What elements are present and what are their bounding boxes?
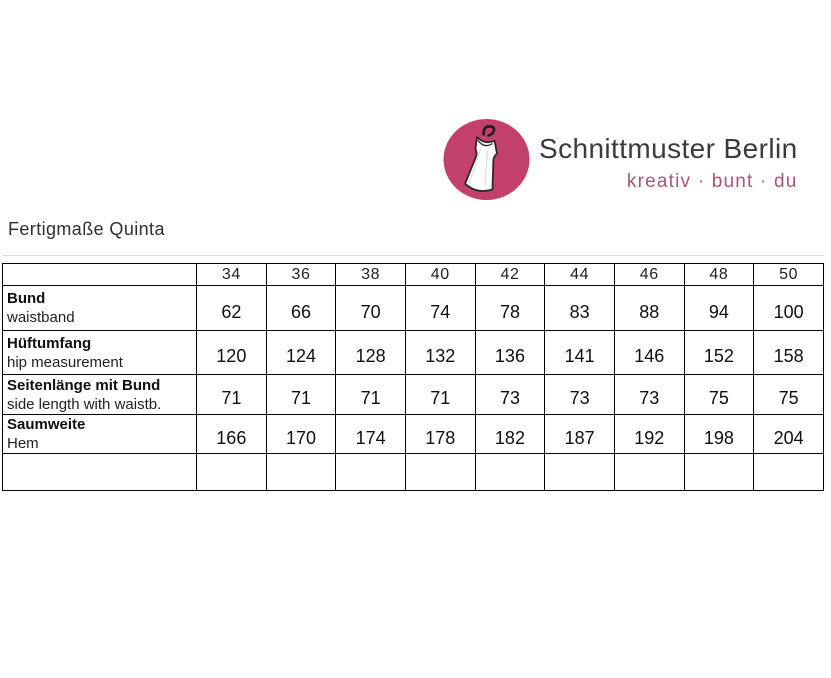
measurements-table [2, 263, 824, 491]
empty-cell [684, 454, 754, 491]
measurement-value: 100 [754, 286, 824, 331]
measurement-value: 78 [475, 286, 545, 331]
table-row-empty [3, 454, 824, 491]
size-column-header: 46 [614, 264, 684, 286]
empty-cell [3, 454, 197, 491]
row-label-cell [3, 375, 197, 415]
measurement-value: 178 [405, 415, 475, 454]
measurement-value: 204 [754, 415, 824, 454]
row-label-en: side length with waistb. [7, 395, 162, 413]
measurement-value: 170 [266, 415, 336, 454]
row-label-en: Hem [7, 435, 39, 452]
measurement-value: 94 [684, 286, 754, 331]
brand-logo [443, 118, 798, 201]
measurement-value: 141 [545, 331, 615, 375]
empty-cell [197, 454, 267, 491]
empty-cell [614, 454, 684, 491]
measurement-value: 74 [405, 286, 475, 331]
size-column-header: 36 [266, 264, 336, 286]
measurement-value: 73 [545, 375, 615, 415]
measurement-value: 62 [197, 286, 267, 331]
measurement-value: 146 [614, 331, 684, 375]
row-label-en: hip measurement [7, 353, 123, 371]
empty-cell [545, 454, 615, 491]
size-column-header: 48 [684, 264, 754, 286]
size-column-header: 40 [405, 264, 475, 286]
measurement-value: 71 [405, 375, 475, 415]
table-row-hip [3, 331, 824, 375]
row-label-de: Saumweite [7, 416, 86, 433]
empty-cell [266, 454, 336, 491]
measurement-value: 73 [475, 375, 545, 415]
measurement-value: 124 [266, 331, 336, 375]
table-row-hem [3, 415, 824, 454]
empty-cell [336, 454, 406, 491]
dress-on-hanger-icon [443, 118, 530, 201]
size-column-header: 44 [545, 264, 615, 286]
measurement-value: 198 [684, 415, 754, 454]
size-column-header: 34 [197, 264, 267, 286]
measurement-value: 88 [614, 286, 684, 331]
row-label-cell [3, 331, 197, 375]
divider-line [2, 255, 824, 256]
measurement-value: 70 [336, 286, 406, 331]
size-column-header: 50 [754, 264, 824, 286]
row-label-de: Bund [7, 290, 46, 307]
empty-cell [475, 454, 545, 491]
brand-tagline: kreativ · bunt · du [626, 171, 798, 192]
measurement-value: 128 [336, 331, 406, 375]
measurement-value: 166 [197, 415, 267, 454]
row-label-de: Seitenlänge mit Bund [7, 376, 161, 394]
measurement-value: 174 [336, 415, 406, 454]
measurement-value: 75 [754, 375, 824, 415]
measurement-value: 192 [614, 415, 684, 454]
size-column-header: 42 [475, 264, 545, 286]
measurement-value: 120 [197, 331, 267, 375]
empty-cell [405, 454, 475, 491]
table-row-side-length [3, 375, 824, 415]
brand-text-block [539, 118, 798, 193]
measurement-value: 71 [266, 375, 336, 415]
size-column-header: 38 [336, 264, 406, 286]
row-label-cell [3, 286, 197, 331]
measurement-value: 152 [684, 331, 754, 375]
corner-cell [3, 264, 197, 286]
row-label-cell [3, 415, 197, 454]
page-title: Fertigmaße Quinta [8, 219, 165, 239]
empty-cell [754, 454, 824, 491]
brand-name: Schnittmuster Berlin [539, 133, 798, 164]
measurement-value: 71 [336, 375, 406, 415]
measurement-value: 73 [614, 375, 684, 415]
measurement-value: 132 [405, 331, 475, 375]
row-label-de: Hüftumfang [7, 334, 92, 352]
measurement-value: 187 [545, 415, 615, 454]
size-header-row [3, 264, 824, 286]
measurement-value: 182 [475, 415, 545, 454]
measurement-value: 71 [197, 375, 267, 415]
measurement-value: 66 [266, 286, 336, 331]
table-row-waistband [3, 286, 824, 331]
measurement-value: 136 [475, 331, 545, 375]
row-label-en: waistband [7, 309, 75, 326]
measurement-value: 158 [754, 331, 824, 375]
measurement-value: 75 [684, 375, 754, 415]
measurement-value: 83 [545, 286, 615, 331]
